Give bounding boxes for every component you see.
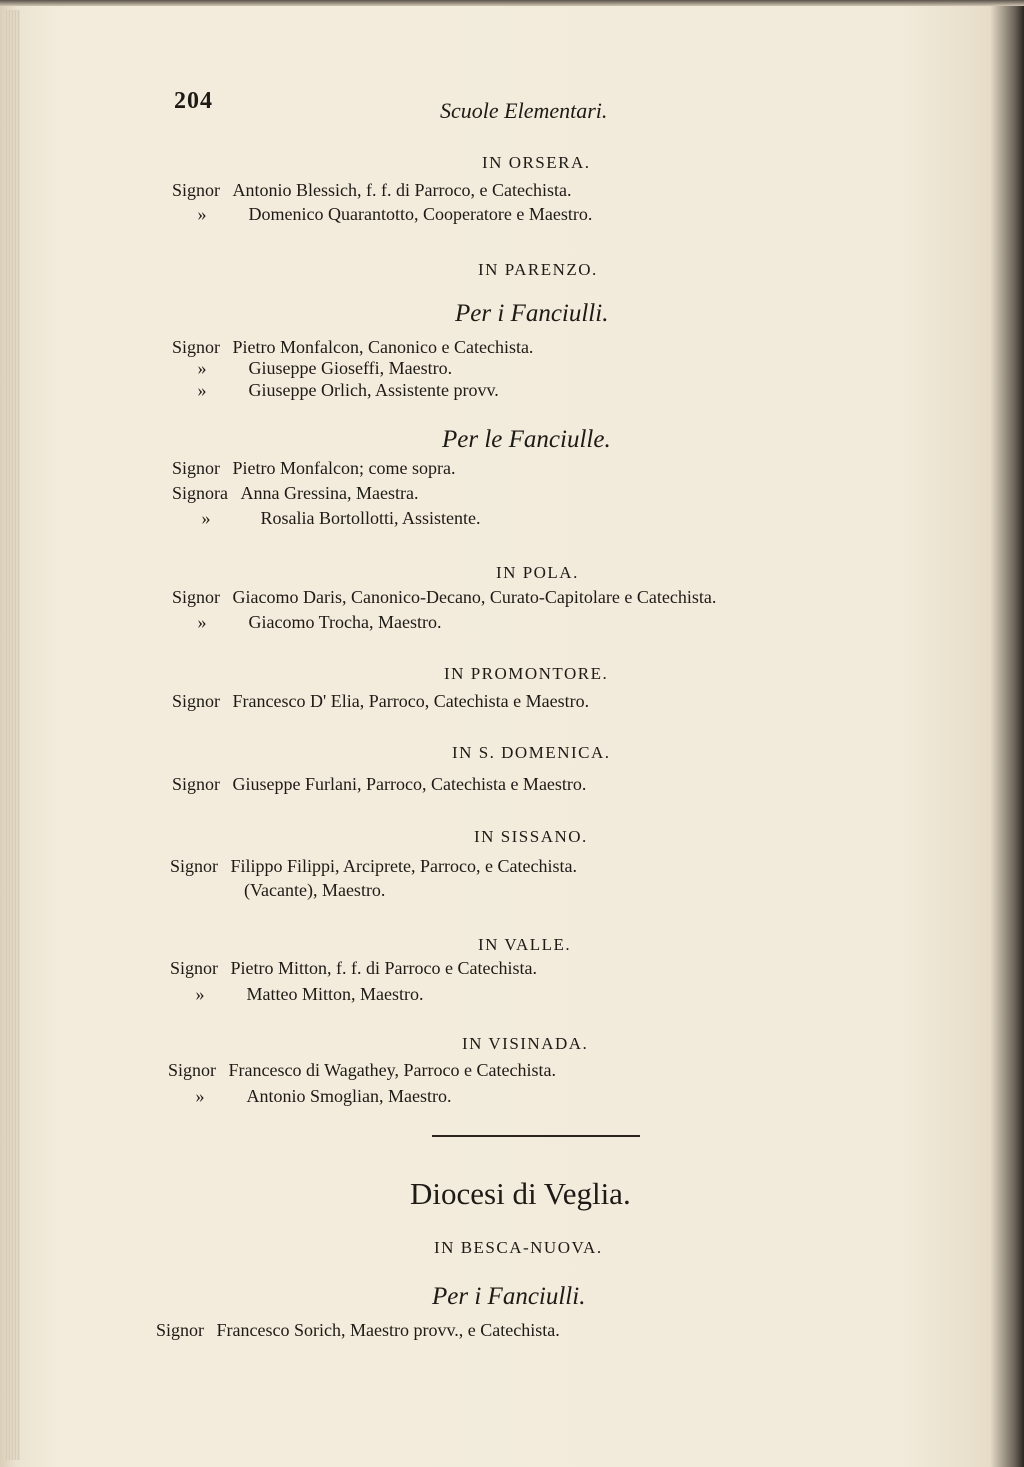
entry-text: Giuseppe Furlani, Parroco, Catechista e Maestro. — [232, 774, 587, 794]
entry-prefix: Signor — [168, 1060, 217, 1080]
entry-line — [172, 337, 533, 358]
entry-line — [244, 880, 385, 901]
entry-prefix: Signor — [170, 856, 219, 876]
section-title-pola: IN POLA. — [496, 563, 579, 582]
section-title-valle: IN VALLE. — [478, 935, 572, 954]
section-title-besca-nuova: IN BESCA-NUOVA. — [434, 1238, 603, 1257]
entry-text: Anna Gressina, Maestra. — [240, 483, 419, 503]
section-title-s-domenica: IN S. DOMENICA. — [452, 743, 611, 762]
entry-prefix: Signor — [170, 958, 219, 978]
entry-line — [168, 1060, 556, 1081]
entry-prefix: Signor — [172, 458, 221, 478]
section-title-promontore: IN PROMONTORE. — [444, 664, 609, 683]
entry-line — [170, 958, 537, 979]
subsection-title-fanciulli: Per i Fanciulli. — [455, 300, 609, 327]
entry-text: Antonio Blessich, f. f. di Parroco, e Catechista. — [232, 180, 572, 200]
entry-line — [188, 358, 452, 379]
entry-text: Giuseppe Orlich, Assistente provv. — [248, 380, 499, 400]
entry-prefix: Signora — [172, 483, 228, 503]
entry-prefix: Signor — [172, 691, 221, 711]
section-title-sissano: IN SISSANO. — [474, 827, 588, 846]
entry-line — [156, 1320, 560, 1341]
subsection-title-fanciulli: Per i Fanciulli. — [432, 1283, 586, 1310]
entry-text: Francesco Sorich, Maestro provv., e Catechista. — [216, 1320, 560, 1340]
entry-line — [172, 587, 716, 608]
entry-prefix: Signor — [172, 180, 221, 200]
entry-line — [186, 984, 423, 1005]
subsection-title-fanciulle: Per le Fanciulle. — [442, 426, 611, 453]
entry-line — [172, 691, 589, 712]
running-title: Scuole Elementari. — [440, 98, 608, 123]
page-number: 204 — [174, 88, 213, 114]
entry-text: Antonio Smoglian, Maestro. — [246, 1086, 452, 1106]
entry-line — [172, 180, 571, 201]
entry-line — [172, 774, 586, 795]
diocese-title: Diocesi di Veglia. — [410, 1176, 631, 1211]
section-title-visinada: IN VISINADA. — [462, 1034, 589, 1053]
entry-line — [170, 856, 577, 877]
entry-text: Francesco di Wagathey, Parroco e Catechista. — [228, 1060, 556, 1080]
ditto-mark: » — [201, 508, 211, 528]
page-stack-edge — [6, 10, 20, 1460]
entry-line — [192, 508, 481, 529]
entry-line — [172, 458, 455, 479]
entry-text: Rosalia Bortollotti, Assistente. — [260, 508, 481, 528]
entry-text: Matteo Mitton, Maestro. — [246, 984, 424, 1004]
entry-text: Giuseppe Gioseffi, Maestro. — [248, 358, 453, 378]
entry-line — [172, 483, 418, 504]
entry-line — [188, 612, 441, 633]
entry-line — [188, 204, 592, 225]
section-title-orsera: IN ORSERA. — [482, 153, 591, 172]
section-title-parenzo: IN PARENZO. — [478, 260, 598, 279]
entry-text: Domenico Quarantotto, Cooperatore e Maestro. — [248, 204, 593, 224]
entry-prefix: Signor — [172, 774, 221, 794]
entry-text: Pietro Monfalcon; come sopra. — [232, 458, 456, 478]
ditto-mark: » — [195, 1086, 205, 1106]
ditto-mark: » — [197, 612, 207, 632]
entry-prefix: Signor — [172, 587, 221, 607]
entry-line — [188, 380, 499, 401]
ditto-mark: » — [197, 380, 207, 400]
entry-text: Filippo Filippi, Arciprete, Parroco, e Catechista. — [230, 856, 577, 876]
section-divider — [432, 1135, 640, 1137]
entry-text: Giacomo Daris, Canonico-Decano, Curato-Capitolare e Catechista. — [232, 587, 717, 607]
ditto-mark: » — [197, 358, 207, 378]
entry-text: Francesco D' Elia, Parroco, Catechista e Maestro. — [232, 691, 590, 711]
ditto-mark: » — [195, 984, 205, 1004]
ditto-mark: » — [197, 204, 207, 224]
entry-text: Pietro Mitton, f. f. di Parroco e Catechista. — [230, 958, 537, 978]
entry-text: (Vacante), Maestro. — [244, 880, 386, 900]
entry-prefix: Signor — [156, 1320, 205, 1340]
entry-text: Giacomo Trocha, Maestro. — [248, 612, 442, 632]
entry-text: Pietro Monfalcon, Canonico e Catechista. — [232, 337, 534, 357]
entry-line — [186, 1086, 452, 1107]
page-top-edge — [0, 0, 1024, 6]
entry-prefix: Signor — [172, 337, 221, 357]
